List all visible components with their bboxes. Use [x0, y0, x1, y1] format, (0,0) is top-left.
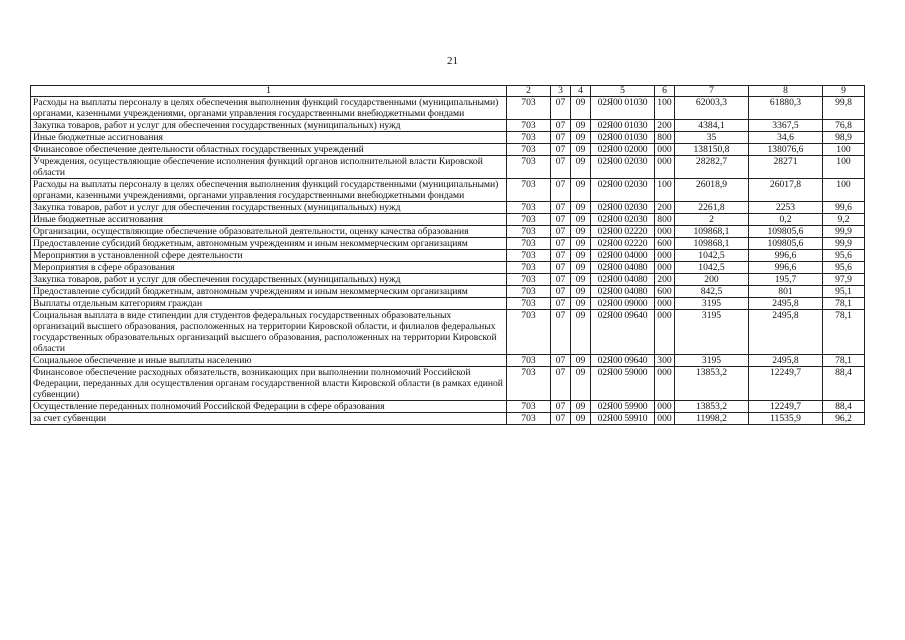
- cell-section: 07: [551, 401, 571, 413]
- column-header-7: 7: [675, 86, 749, 97]
- cell-expense-type: 000: [655, 413, 675, 425]
- cell-expense-type: 200: [655, 120, 675, 132]
- cell-name: Мероприятия в сфере образования: [31, 262, 507, 274]
- cell-plan: 4384,1: [675, 120, 749, 132]
- cell-section: 07: [551, 298, 571, 310]
- cell-subsection: 09: [571, 286, 591, 298]
- cell-name: Закупка товаров, работ и услуг для обеспечения государственных (муниципальных) нужд: [31, 120, 507, 132]
- cell-name: Предоставление субсидий бюджетным, автономным учреждениям и иным некоммерческим организациям: [31, 238, 507, 250]
- cell-target-code: 02Я00 02220: [591, 238, 655, 250]
- cell-section: 07: [551, 179, 571, 202]
- cell-percent: 99,6: [823, 202, 865, 214]
- cell-plan: 28282,7: [675, 156, 749, 179]
- cell-expense-type: 100: [655, 97, 675, 120]
- cell-name: Расходы на выплаты персоналу в целях обеспечения выполнения функций государственными (муниципальными) органами, казенными учреждениями, органами управления государственными внебюджетными фондами: [31, 97, 507, 120]
- cell-plan: 26018,9: [675, 179, 749, 202]
- cell-subsection: 09: [571, 132, 591, 144]
- column-header-6: 6: [655, 86, 675, 97]
- cell-target-code: 02Я00 01030: [591, 132, 655, 144]
- cell-executed: 996,6: [749, 262, 823, 274]
- cell-section: 07: [551, 367, 571, 401]
- cell-executed: 801: [749, 286, 823, 298]
- table-row: [31, 156, 865, 179]
- cell-executed: 26017,8: [749, 179, 823, 202]
- cell-section: 07: [551, 214, 571, 226]
- cell-grbs: 703: [507, 298, 551, 310]
- table-row: [31, 262, 865, 274]
- cell-plan: 62003,3: [675, 97, 749, 120]
- cell-section: 07: [551, 310, 571, 355]
- cell-target-code: 02Я00 59900: [591, 401, 655, 413]
- table-body: [31, 97, 865, 425]
- cell-target-code: 02Я00 01030: [591, 120, 655, 132]
- cell-percent: 88,4: [823, 401, 865, 413]
- cell-percent: 100: [823, 144, 865, 156]
- cell-grbs: 703: [507, 202, 551, 214]
- cell-subsection: 09: [571, 179, 591, 202]
- column-header-3: 3: [551, 86, 571, 97]
- table-row: [31, 120, 865, 132]
- cell-subsection: 09: [571, 226, 591, 238]
- cell-percent: 95,1: [823, 286, 865, 298]
- cell-subsection: 09: [571, 238, 591, 250]
- cell-percent: 99,9: [823, 226, 865, 238]
- table-row: [31, 226, 865, 238]
- cell-grbs: 703: [507, 226, 551, 238]
- cell-section: 07: [551, 274, 571, 286]
- cell-percent: 96,2: [823, 413, 865, 425]
- cell-percent: 95,6: [823, 250, 865, 262]
- cell-grbs: 703: [507, 274, 551, 286]
- cell-plan: 109868,1: [675, 226, 749, 238]
- cell-plan: 109868,1: [675, 238, 749, 250]
- cell-grbs: 703: [507, 262, 551, 274]
- cell-section: 07: [551, 202, 571, 214]
- cell-subsection: 09: [571, 413, 591, 425]
- table-row: [31, 97, 865, 120]
- cell-target-code: 02Я00 04080: [591, 286, 655, 298]
- cell-section: 07: [551, 156, 571, 179]
- cell-plan: 13853,2: [675, 401, 749, 413]
- cell-target-code: 02Я00 02030: [591, 214, 655, 226]
- cell-expense-type: 300: [655, 355, 675, 367]
- cell-name: Закупка товаров, работ и услуг для обеспечения государственных (муниципальных) нужд: [31, 274, 507, 286]
- cell-expense-type: 600: [655, 286, 675, 298]
- cell-subsection: 09: [571, 355, 591, 367]
- table-row: [31, 250, 865, 262]
- cell-subsection: 09: [571, 250, 591, 262]
- cell-section: 07: [551, 250, 571, 262]
- cell-name: Закупка товаров, работ и услуг для обеспечения государственных (муниципальных) нужд: [31, 202, 507, 214]
- cell-executed: 2495,8: [749, 355, 823, 367]
- cell-name: за счет субвенции: [31, 413, 507, 425]
- cell-name: Предоставление субсидий бюджетным, автономным учреждениям и иным некоммерческим организациям: [31, 286, 507, 298]
- cell-expense-type: 000: [655, 262, 675, 274]
- cell-grbs: 703: [507, 132, 551, 144]
- column-header-1: 1: [31, 86, 507, 97]
- cell-executed: 109805,6: [749, 238, 823, 250]
- cell-plan: 2261,8: [675, 202, 749, 214]
- table-row: [31, 367, 865, 401]
- table-row: [31, 214, 865, 226]
- cell-executed: 2495,8: [749, 310, 823, 355]
- cell-target-code: 02Я00 02000: [591, 144, 655, 156]
- cell-target-code: 02Я00 02030: [591, 156, 655, 179]
- column-header-5: 5: [591, 86, 655, 97]
- cell-percent: 9,2: [823, 214, 865, 226]
- cell-executed: 195,7: [749, 274, 823, 286]
- cell-expense-type: 800: [655, 214, 675, 226]
- cell-subsection: 09: [571, 97, 591, 120]
- cell-plan: 200: [675, 274, 749, 286]
- cell-expense-type: 000: [655, 310, 675, 355]
- cell-target-code: 02Я00 59000: [591, 367, 655, 401]
- cell-expense-type: 200: [655, 202, 675, 214]
- cell-name: Мероприятия в установленной сфере деятельности: [31, 250, 507, 262]
- cell-section: 07: [551, 355, 571, 367]
- cell-grbs: 703: [507, 286, 551, 298]
- cell-grbs: 703: [507, 97, 551, 120]
- cell-plan: 35: [675, 132, 749, 144]
- cell-subsection: 09: [571, 120, 591, 132]
- cell-grbs: 703: [507, 238, 551, 250]
- cell-plan: 3195: [675, 310, 749, 355]
- cell-target-code: 02Я00 04000: [591, 250, 655, 262]
- cell-subsection: 09: [571, 156, 591, 179]
- cell-plan: 842,5: [675, 286, 749, 298]
- table-header: [31, 86, 865, 97]
- cell-grbs: 703: [507, 367, 551, 401]
- cell-subsection: 09: [571, 310, 591, 355]
- cell-section: 07: [551, 286, 571, 298]
- cell-subsection: 09: [571, 367, 591, 401]
- cell-expense-type: 600: [655, 238, 675, 250]
- cell-target-code: 02Я00 02220: [591, 226, 655, 238]
- cell-subsection: 09: [571, 274, 591, 286]
- cell-name: Иные бюджетные ассигнования: [31, 214, 507, 226]
- cell-executed: 3367,5: [749, 120, 823, 132]
- cell-expense-type: 000: [655, 250, 675, 262]
- cell-plan: 138150,8: [675, 144, 749, 156]
- cell-grbs: 703: [507, 179, 551, 202]
- column-header-4: 4: [571, 86, 591, 97]
- cell-executed: 12249,7: [749, 367, 823, 401]
- cell-grbs: 703: [507, 401, 551, 413]
- cell-section: 07: [551, 120, 571, 132]
- cell-subsection: 09: [571, 401, 591, 413]
- cell-executed: 138076,6: [749, 144, 823, 156]
- cell-section: 07: [551, 262, 571, 274]
- cell-name: Иные бюджетные ассигнования: [31, 132, 507, 144]
- cell-grbs: 703: [507, 144, 551, 156]
- table-row: [31, 310, 865, 355]
- budget-table: [30, 85, 865, 425]
- table-row: [31, 274, 865, 286]
- cell-target-code: 02Я00 02030: [591, 179, 655, 202]
- cell-executed: 12249,7: [749, 401, 823, 413]
- cell-name: Финансовое обеспечение расходных обязательств, возникающих при выполнении полномочий Российской Федерации, переданных для осуществления органам государственной власти Кировской области (в рамках единой субвенции): [31, 367, 507, 401]
- cell-grbs: 703: [507, 355, 551, 367]
- cell-percent: 78,1: [823, 310, 865, 355]
- cell-target-code: 02Я00 09640: [591, 355, 655, 367]
- table-row: [31, 144, 865, 156]
- column-header-2: 2: [507, 86, 551, 97]
- cell-executed: 0,2: [749, 214, 823, 226]
- cell-subsection: 09: [571, 144, 591, 156]
- cell-expense-type: 000: [655, 298, 675, 310]
- cell-executed: 996,6: [749, 250, 823, 262]
- cell-target-code: 02Я00 01030: [591, 97, 655, 120]
- cell-name: Расходы на выплаты персоналу в целях обеспечения выполнения функций государственными (муниципальными) органами, казенными учреждениями, органами управления государственными внебюджетными фондами: [31, 179, 507, 202]
- cell-target-code: 02Я00 02030: [591, 202, 655, 214]
- cell-target-code: 02Я00 59910: [591, 413, 655, 425]
- cell-section: 07: [551, 238, 571, 250]
- cell-executed: 28271: [749, 156, 823, 179]
- cell-subsection: 09: [571, 262, 591, 274]
- cell-expense-type: 000: [655, 144, 675, 156]
- cell-executed: 2495,8: [749, 298, 823, 310]
- cell-grbs: 703: [507, 214, 551, 226]
- cell-percent: 98,9: [823, 132, 865, 144]
- cell-executed: 34,6: [749, 132, 823, 144]
- table-row: [31, 413, 865, 425]
- table-row: [31, 298, 865, 310]
- cell-grbs: 703: [507, 413, 551, 425]
- cell-percent: 88,4: [823, 367, 865, 401]
- cell-name: Осуществление переданных полномочий Российской Федерации в сфере образования: [31, 401, 507, 413]
- cell-grbs: 703: [507, 250, 551, 262]
- page-number: 21: [447, 55, 458, 67]
- cell-percent: 100: [823, 179, 865, 202]
- cell-name: Социальное обеспечение и иные выплаты населению: [31, 355, 507, 367]
- table-row: [31, 286, 865, 298]
- cell-subsection: 09: [571, 214, 591, 226]
- cell-executed: 61880,3: [749, 97, 823, 120]
- cell-plan: 13853,2: [675, 367, 749, 401]
- cell-executed: 2253: [749, 202, 823, 214]
- cell-executed: 11535,9: [749, 413, 823, 425]
- cell-name: Учреждения, осуществляющие обеспечение исполнения функций органов исполнительной власти Кировской области: [31, 156, 507, 179]
- cell-section: 07: [551, 413, 571, 425]
- table-row: [31, 202, 865, 214]
- cell-section: 07: [551, 97, 571, 120]
- cell-name: Организации, осуществляющие обеспечение образовательной деятельности, оценку качества образования: [31, 226, 507, 238]
- column-header-8: 8: [749, 86, 823, 97]
- cell-grbs: 703: [507, 120, 551, 132]
- header-row: [31, 86, 865, 97]
- cell-plan: 11998,2: [675, 413, 749, 425]
- cell-percent: 97,9: [823, 274, 865, 286]
- cell-expense-type: 000: [655, 401, 675, 413]
- cell-executed: 109805,6: [749, 226, 823, 238]
- cell-target-code: 02Я00 09000: [591, 298, 655, 310]
- cell-section: 07: [551, 132, 571, 144]
- cell-section: 07: [551, 226, 571, 238]
- cell-name: Социальная выплата в виде стипендии для студентов федеральных государственных образовательных организаций высшего образования, расположенных на территории Кировской области, и филиалов федеральных государственных образовательных организаций высшего образования, расположенных на территории Кировской области: [31, 310, 507, 355]
- cell-expense-type: 100: [655, 179, 675, 202]
- cell-subsection: 09: [571, 202, 591, 214]
- cell-percent: 95,6: [823, 262, 865, 274]
- table-row: [31, 179, 865, 202]
- cell-target-code: 02Я00 04080: [591, 274, 655, 286]
- cell-percent: 100: [823, 156, 865, 179]
- cell-plan: 1042,5: [675, 262, 749, 274]
- cell-expense-type: 000: [655, 367, 675, 401]
- cell-target-code: 02Я00 09640: [591, 310, 655, 355]
- cell-subsection: 09: [571, 298, 591, 310]
- cell-grbs: 703: [507, 310, 551, 355]
- cell-plan: 3195: [675, 355, 749, 367]
- cell-percent: 78,1: [823, 355, 865, 367]
- table-row: [31, 132, 865, 144]
- cell-grbs: 703: [507, 156, 551, 179]
- cell-plan: 2: [675, 214, 749, 226]
- table-row: [31, 401, 865, 413]
- cell-expense-type: 200: [655, 274, 675, 286]
- table-row: [31, 355, 865, 367]
- cell-name: Финансовое обеспечение деятельности областных государственных учреждений: [31, 144, 507, 156]
- cell-percent: 76,8: [823, 120, 865, 132]
- cell-name: Выплаты отдельным категориям граждан: [31, 298, 507, 310]
- cell-target-code: 02Я00 04080: [591, 262, 655, 274]
- cell-plan: 1042,5: [675, 250, 749, 262]
- cell-expense-type: 000: [655, 156, 675, 179]
- cell-expense-type: 800: [655, 132, 675, 144]
- column-header-9: 9: [823, 86, 865, 97]
- cell-expense-type: 000: [655, 226, 675, 238]
- cell-percent: 99,8: [823, 97, 865, 120]
- cell-percent: 99,9: [823, 238, 865, 250]
- cell-plan: 3195: [675, 298, 749, 310]
- cell-percent: 78,1: [823, 298, 865, 310]
- cell-section: 07: [551, 144, 571, 156]
- table-row: [31, 238, 865, 250]
